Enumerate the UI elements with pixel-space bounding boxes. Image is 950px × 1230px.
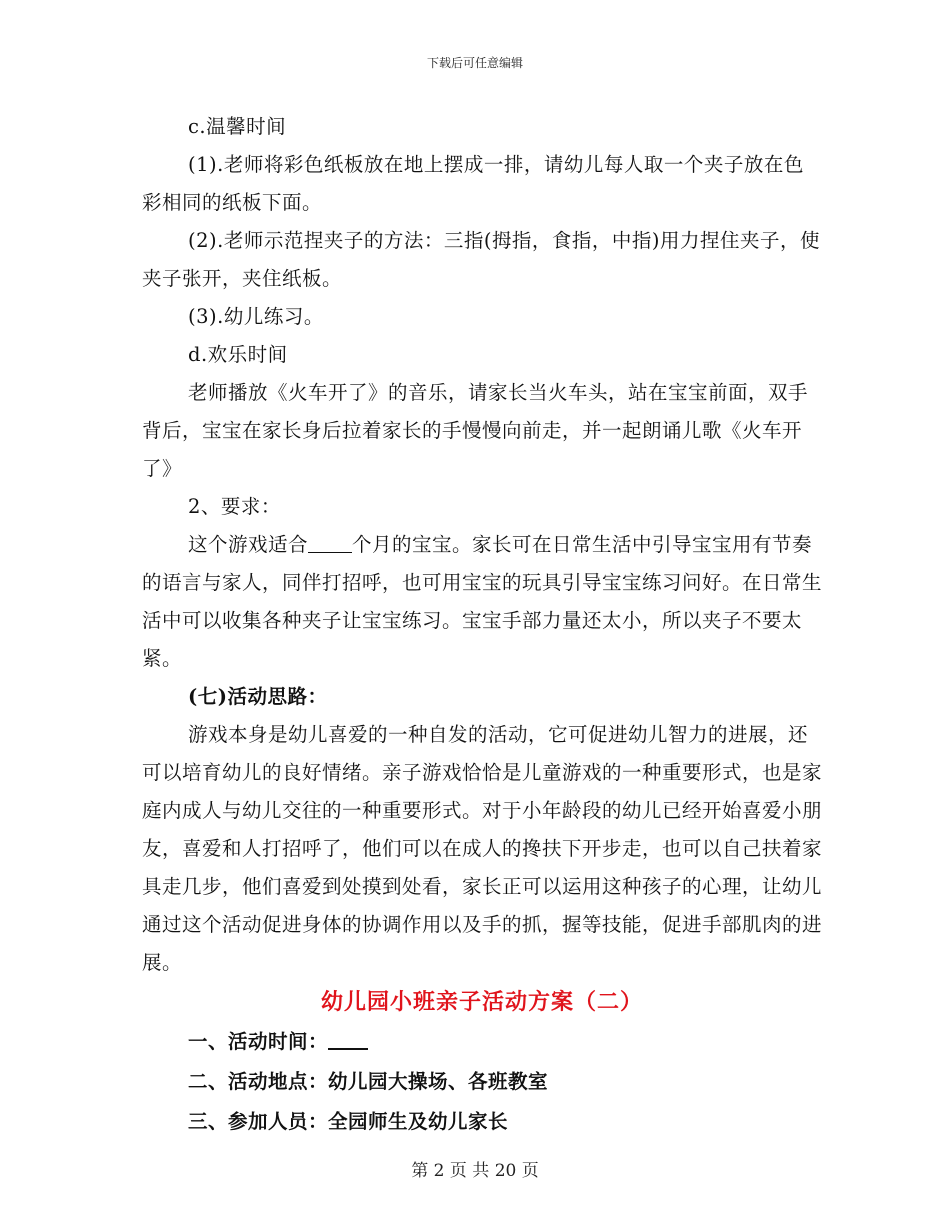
requirements-text-end: 个月的宝宝。家长可在日常生活中引导宝宝用有节奏的语言与家人，同伴打招呼，也可用宝宝的玩具引导宝宝练习问好。在日常生活中可以收集各种夹子让宝宝练习。宝宝手部力量还太小，所以夹子不要太紧。 — [142, 533, 823, 670]
paragraph-train-game: 老师播放《火车开了》的音乐，请家长当火车头，站在宝宝前面，双手背后，宝宝在家长身后拉着家长的手慢慢向前走，并一起朗诵儿歌《火车开了》 — [142, 381, 809, 480]
paragraph-step-3: (3).幼儿练习。 — [188, 305, 324, 328]
item-activity-time — [142, 1022, 822, 1062]
item-activity-time-label: 一、活动时间： — [188, 1030, 329, 1053]
paragraph-happy-time: d.欢乐时间 — [188, 343, 288, 366]
paragraph-step-1: (1).老师将彩色纸板放在地上摆成一排，请幼儿每人取一个夹子放在色彩相同的纸板下面。 — [142, 153, 804, 214]
page-content — [142, 108, 822, 1142]
page-footer: 第 2 页 共 20 页 — [411, 1161, 539, 1181]
paragraph-requirements-heading: 2、要求： — [188, 495, 281, 518]
paragraph-activity-idea: 游戏本身是幼儿喜爱的一种自发的活动，它可促进幼儿智力的进展，还可以培育幼儿的良好情绪。亲子游戏恰恰是儿童游戏的一种重要形式，也是家庭内成人与幼儿交往的一种重要形式。对于小年龄段的幼儿已经开始喜爱小朋友，喜爱和人打招呼了，他们可以在成人的搀扶下开步走，也可以自己扶着家具走几步，他们喜爱到处摸到处看，家长正可以运用这种孩子的心理，让幼儿通过这个活动促进身体的协调作用以及手的抓，握等技能，促进手部肌肉的进展。 — [142, 723, 823, 974]
paragraph-step-2: (2).老师示范捏夹子的方法：三指(拇指，食指，中指)用力捏住夹子，使夹子张开，夹住纸板。 — [142, 229, 821, 290]
section-title: 幼儿园小班亲子活动方案（二） — [320, 989, 643, 1015]
item-participants: 三、参加人员：全园师生及幼儿家长 — [188, 1110, 509, 1133]
time-blank — [328, 1028, 368, 1050]
requirements-text-start: 这个游戏适合 — [188, 533, 309, 556]
age-blank — [308, 532, 352, 553]
paragraph-warm-time: c.温馨时间 — [188, 115, 287, 138]
page-header: 下载后可任意编辑 — [426, 56, 523, 70]
item-activity-location: 二、活动地点：幼儿园大操场、各班教室 — [188, 1070, 549, 1093]
paragraph-requirements — [142, 526, 822, 678]
paragraph-activity-idea-heading: (七)活动思路： — [188, 685, 328, 708]
